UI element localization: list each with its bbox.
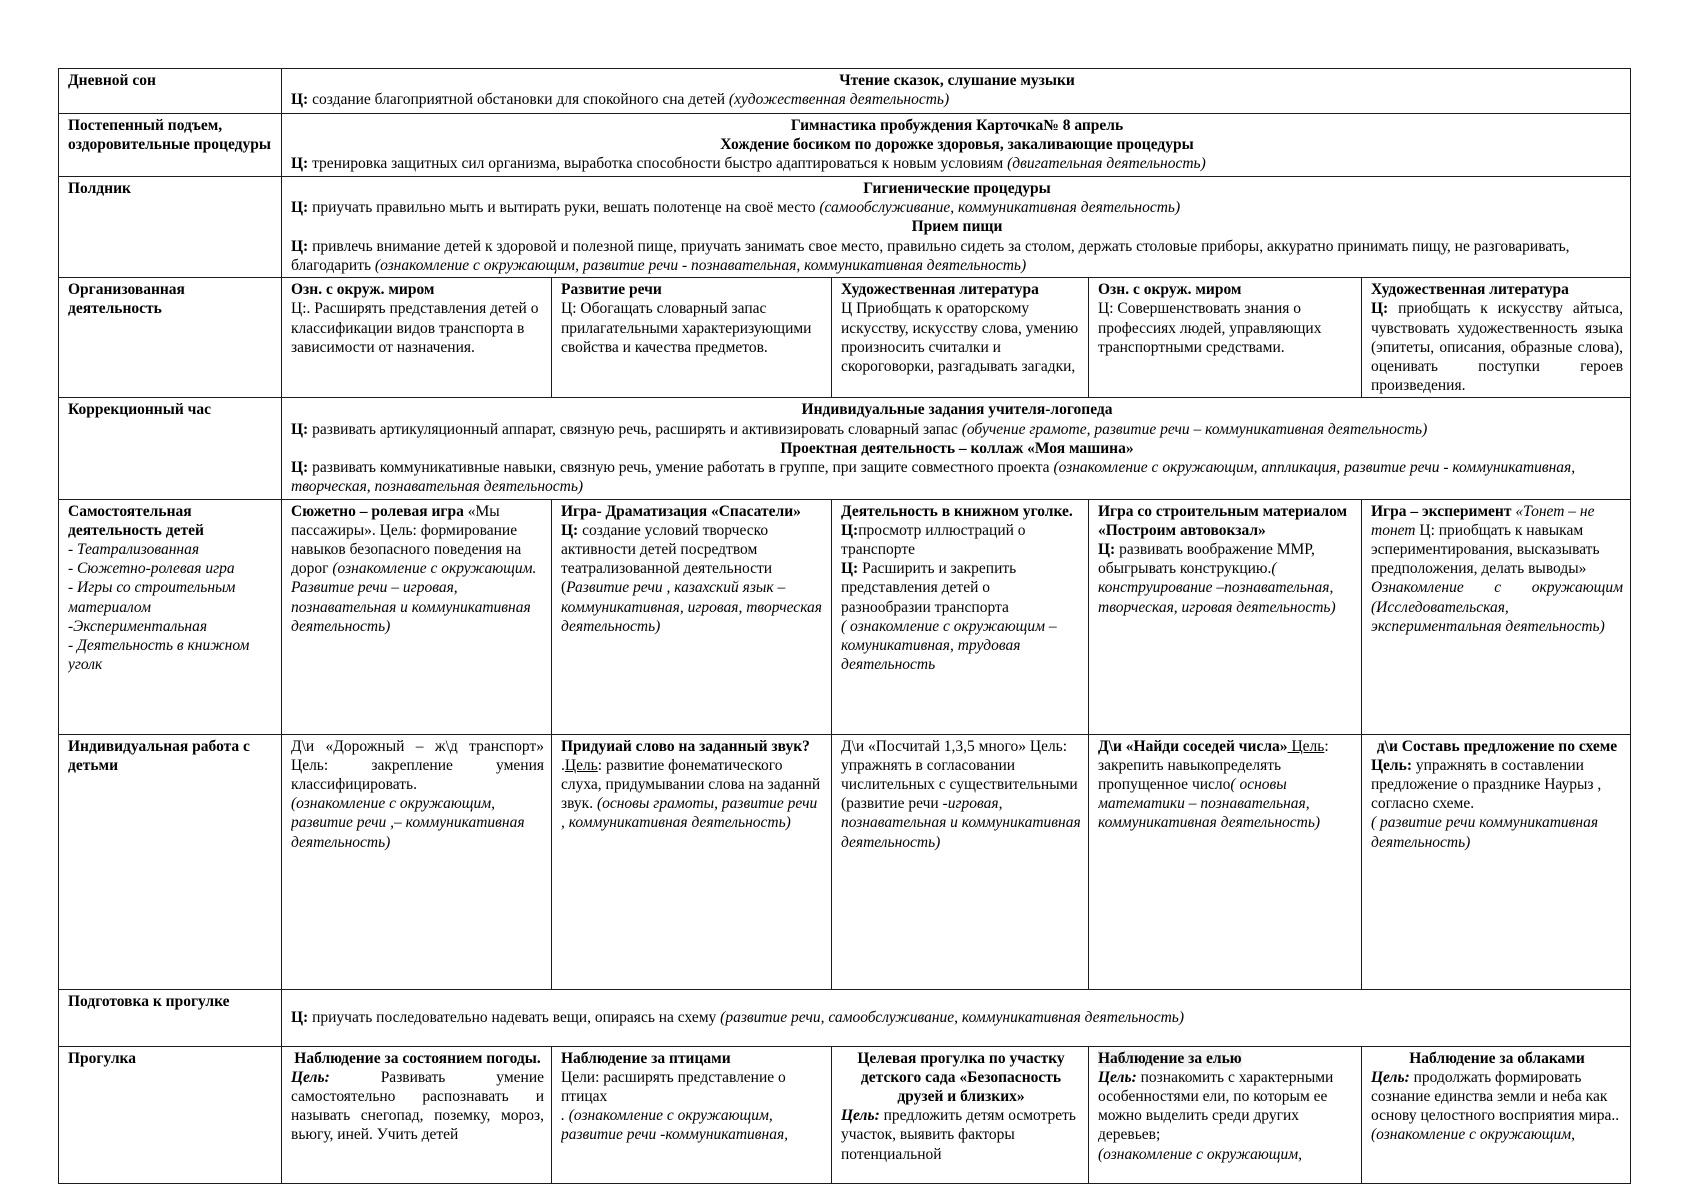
paragraph xyxy=(1098,1049,1354,1068)
text-run: тренировка защитных сил организма, выработка способности быстро адаптироваться к новым условиям xyxy=(308,155,1008,173)
table-row-independent xyxy=(59,499,1631,734)
cell-content xyxy=(841,502,1081,675)
text-run: (ознакомление с окружающим, xyxy=(1098,1145,1303,1163)
text-run: Индивидуальная работа с детьми xyxy=(68,737,250,774)
cell-individual-4 xyxy=(1089,734,1362,989)
paragraph xyxy=(291,217,1623,236)
paragraph xyxy=(291,400,1623,419)
paragraph xyxy=(1371,1049,1623,1068)
text-run: привлечь внимание детей к здоровой и полезной пище, приучать занимать свое место, правильно сидеть за столом, держать столовые приборы, аккуратно принимать пищу, не разговаривать, благодарить xyxy=(291,237,1570,274)
text-run: Развивать умение самостоятельно распознавать и называть снегопад, поземку, мороз, вьюгу, иней. Учить детей xyxy=(291,1068,544,1144)
paragraph xyxy=(561,1068,824,1106)
cell-content xyxy=(68,502,274,675)
cell-organized-1 xyxy=(282,278,552,398)
text-run: развивать артикуляционный аппарат, связную речь, расширять и активизировать словарный запас xyxy=(308,420,962,438)
text-run: создание благоприятной обстановки для спокойного сна детей xyxy=(308,91,729,109)
text-run: (основы грамоты, развитие речи , коммуникативная деятельность) xyxy=(561,795,818,832)
text-run: Гимнастика пробуждения Карточка№ 8 апрель xyxy=(790,117,1124,134)
cell-content xyxy=(68,400,274,419)
paragraph xyxy=(291,116,1623,135)
text-run: Цель xyxy=(1287,737,1325,755)
text-run: Цель: xyxy=(1371,1068,1410,1086)
cell-content xyxy=(841,1049,1081,1164)
text-run: Гигиенические процедуры xyxy=(863,180,1051,197)
table-row-walk xyxy=(59,1046,1631,1183)
text-run: Цель: xyxy=(1098,1068,1137,1086)
paragraph xyxy=(1098,1068,1354,1145)
text-run: (самообслуживание, коммуникативная деятельность) xyxy=(819,199,1181,217)
text-run: «Тонет – не тонет xyxy=(1371,502,1595,539)
cell-content xyxy=(1371,280,1623,395)
paragraph xyxy=(1371,1125,1623,1144)
text-run: продолжать формировать сознание единства земли и неба как основу целостного восприятия мира.. xyxy=(1371,1068,1620,1125)
text-run: Д\и «Посчитай 1,3,5 много» Цель: упражнять в согласовании числительных с существительными xyxy=(841,737,1078,793)
text-run: Художественная литература xyxy=(1371,281,1569,299)
paragraph xyxy=(291,458,1623,496)
paragraph xyxy=(68,116,274,154)
text-run: - Деятельность в книжном уголк xyxy=(68,637,250,674)
cell-walk-4 xyxy=(1089,1046,1362,1183)
paragraph xyxy=(1371,737,1623,756)
cell-walk-3 xyxy=(832,1046,1089,1183)
text-run: Ц: xyxy=(291,199,309,217)
row-label-nap xyxy=(59,69,282,114)
text-run: Ц: xyxy=(1098,540,1116,558)
text-run: Ц: xyxy=(291,1008,309,1026)
paragraph xyxy=(68,280,274,318)
cell-organized-3 xyxy=(832,278,1089,398)
text-run: Ц: xyxy=(291,420,309,438)
text-run: игровая, познавательная и коммуникативная деятельность) xyxy=(841,795,1081,851)
text-run: Ц: xyxy=(1371,300,1389,318)
paragraph xyxy=(68,540,274,559)
cell-organized-2 xyxy=(552,278,832,398)
text-run: Цель: xyxy=(291,1068,330,1086)
cell-content xyxy=(1098,502,1354,617)
text-run: «Мы пассажиры». Цель: формирование навыков безопасного поведения на дорог xyxy=(291,502,522,578)
text-run: . (ознакомление с окружающим, развитие речи -коммуникативная, xyxy=(561,1107,789,1144)
text-run: ( основы математики – познавательная, коммуникативная деятельность) xyxy=(1098,775,1321,832)
paragraph xyxy=(68,400,274,419)
text-run: Игра- Драматизация «Спасатели» xyxy=(561,502,801,520)
text-run: Постепенный подъем, оздоровительные процедуры xyxy=(68,117,271,154)
paragraph xyxy=(68,617,274,636)
paragraph xyxy=(291,179,1623,198)
text-run: Дневной сон xyxy=(68,72,156,89)
cell-content xyxy=(68,992,274,1011)
text-run: Развитие речи xyxy=(561,281,662,299)
paragraph xyxy=(561,521,824,636)
table-row-individual xyxy=(59,734,1631,989)
row-label-independent xyxy=(59,499,282,734)
row-label-individual xyxy=(59,734,282,989)
text-run: Игра со строительным материалом «Построим автовокзал» xyxy=(1098,502,1348,539)
cell-content xyxy=(68,71,274,90)
paragraph xyxy=(68,636,274,674)
paragraph xyxy=(841,280,1081,299)
cell-content xyxy=(291,71,1623,109)
text-run: Прием пищи xyxy=(911,218,1003,236)
text-run: д\и Составь предложение по схеме xyxy=(1376,737,1618,755)
paragraph xyxy=(1371,756,1623,814)
paragraph xyxy=(561,299,824,357)
paragraph xyxy=(841,1106,1081,1164)
table-row-snack xyxy=(59,177,1631,278)
cell-independent-4 xyxy=(1089,499,1362,734)
paragraph xyxy=(291,154,1623,173)
paragraph xyxy=(291,502,544,637)
paragraph xyxy=(561,737,824,833)
text-run: Цели: расширять представление о птицах xyxy=(561,1068,786,1105)
paragraph xyxy=(1371,813,1623,851)
cell-content xyxy=(68,1049,274,1068)
cell-independent-5 xyxy=(1362,499,1631,734)
cell-nap-1 xyxy=(282,69,1631,114)
cell-organized-4 xyxy=(1089,278,1362,398)
cell-content xyxy=(561,1049,824,1145)
text-run: (ознакомление с окружающим, развитие речи - познавательная, коммуникативная деятельность) xyxy=(374,256,1027,274)
paragraph xyxy=(291,299,544,357)
cell-independent-3 xyxy=(832,499,1089,734)
cell-walk-5 xyxy=(1362,1046,1631,1183)
text-run: приучать правильно мыть и вытирать руки, вешать полотенце на своё место xyxy=(308,199,820,217)
text-run: - Театрализованная xyxy=(68,540,200,558)
text-run: Ц: приобщать к навыкам эспериментирования, высказывать предположения, делать выводы» xyxy=(1371,521,1600,578)
text-run: (развитие речи, самообслуживание, коммуникативная деятельность) xyxy=(720,1008,1184,1026)
text-run: (ознакомление с окружающим, аппликация, развитие речи - коммуникативная, творческая, познавательная деятельность) xyxy=(291,459,1576,496)
text-run: Чтение сказок, слушание музыки xyxy=(839,72,1075,89)
text-run: Самостоятельная деятельность детей xyxy=(68,502,204,539)
text-run: познакомить с характерными особенностями ели, по которым ее можно выделить среди других деревьев; xyxy=(1098,1068,1334,1144)
text-run: Ц Приобщать к ораторскому искусству, искусству слова, умению произносить считалки и скороговорки, разгадывать загадки, xyxy=(841,300,1079,375)
text-run: (ознакомление с окружающим, развитие речи ,– коммуникативная деятельность) xyxy=(291,795,525,851)
text-run: Расширить и закрепить представления детей о разнообразии транспорта xyxy=(841,560,1017,616)
cell-content xyxy=(68,179,274,198)
text-run: Цель xyxy=(564,756,598,774)
text-run: Цель: xyxy=(1371,756,1412,774)
paragraph xyxy=(841,794,1081,852)
text-run: Индивидуальные задания учителя-логопеда xyxy=(801,401,1113,419)
text-run: Ц: xyxy=(291,91,309,109)
paragraph xyxy=(1098,540,1354,617)
cell-content xyxy=(1371,737,1623,852)
paragraph xyxy=(68,502,274,540)
text-run: Развитие речи , казахский язык – коммуникативная, игровая, творческая деятельность) xyxy=(561,579,823,635)
text-run: Цель: xyxy=(841,1107,880,1125)
table-row-prep xyxy=(59,989,1631,1046)
paragraph xyxy=(291,1049,544,1068)
text-run: (ознакомление с окружающим. Развитие речи – игровая, познавательная и коммуникативная деятельность) xyxy=(291,560,537,635)
paragraph xyxy=(291,439,1623,458)
row-label-organized xyxy=(59,278,282,398)
text-run: развивать коммуникативные навыки, связную речь, умение работать в группе, при защите совместного проекта xyxy=(308,459,1054,477)
row-label-walk xyxy=(59,1046,282,1183)
cell-content xyxy=(1371,1049,1623,1145)
paragraph xyxy=(291,1008,1623,1027)
text-run: ( развитие речи коммуникативная деятельность) xyxy=(1371,814,1599,851)
row-label-snack xyxy=(59,177,282,278)
cell-independent-1 xyxy=(282,499,552,734)
cell-content xyxy=(291,737,544,852)
text-run: предложить детям осмотреть участок, выявить факторы потенциальной xyxy=(841,1107,1077,1163)
text-run: Ознакомление с окружающим (Исследовательская, экспериментальная деятельность) xyxy=(1371,579,1624,635)
paragraph xyxy=(1371,280,1623,299)
plan-table-body xyxy=(59,69,1631,1184)
text-run: создание условий творческо активности детей посредтвом театрализованной деятельности ( xyxy=(561,521,773,597)
paragraph xyxy=(561,1106,824,1144)
text-run: Проектная деятельность – коллаж «Моя машина» xyxy=(780,439,1134,457)
paragraph xyxy=(841,617,1081,675)
paragraph xyxy=(291,1068,544,1145)
paragraph xyxy=(291,198,1623,217)
text-run: ( ознакомление с окружающим – комуникативная, трудовая деятельность xyxy=(841,617,1057,674)
text-run: : развитие фонематического слуха, придумывании слова на заданнй звук. xyxy=(561,756,821,813)
cell-individual-1 xyxy=(282,734,552,989)
text-run: Д\и «Дорожный – ж\д транспорт» Цель: закрепление умения классифицировать. xyxy=(291,737,544,793)
row-label-wakeup xyxy=(59,114,282,177)
text-run: (двигательная деятельность) xyxy=(1007,155,1206,173)
cell-content xyxy=(68,280,274,318)
cell-content xyxy=(291,116,1623,174)
text-run: - Сюжетно-ролевая игра xyxy=(68,560,235,578)
paragraph xyxy=(1371,502,1623,579)
paragraph xyxy=(841,502,1081,521)
cell-content xyxy=(1098,280,1354,357)
row-label-prep xyxy=(59,989,282,1046)
text-run: Придуиай слово на заданный звук? xyxy=(561,737,810,755)
text-run: Ц: xyxy=(291,459,309,477)
text-run: . xyxy=(561,756,565,774)
paragraph xyxy=(1371,578,1623,636)
paragraph xyxy=(841,299,1081,376)
daily-plan-table xyxy=(58,68,1631,1184)
text-run: (ознакомление с окружающим, xyxy=(1371,1126,1576,1144)
table-row-wakeup xyxy=(59,114,1631,177)
paragraph xyxy=(1098,1145,1354,1164)
cell-content xyxy=(68,737,274,775)
text-run: Организованная деятельность xyxy=(68,281,185,318)
text-run: упражнять в составлении предложение о празднике Наурыз , согласно схеме. xyxy=(1371,756,1602,813)
paragraph xyxy=(1371,299,1623,395)
text-run: : закрепить навыкопределять пропущенное число xyxy=(1098,737,1329,793)
text-run: Ц: Совершенствовать знания о профессиях людей, управляющих транспортными средствами. xyxy=(1098,300,1322,356)
cell-individual-5 xyxy=(1362,734,1631,989)
paragraph xyxy=(1098,299,1354,357)
paragraph xyxy=(291,280,544,299)
paragraph xyxy=(841,1049,1081,1107)
text-run: Коррекционный час xyxy=(68,401,212,419)
paragraph xyxy=(1098,737,1354,833)
paragraph xyxy=(561,502,824,521)
cell-walk-1 xyxy=(282,1046,552,1183)
cell-content xyxy=(291,400,1623,496)
text-run: Наблюдение за состоянием погоды. xyxy=(294,1049,541,1067)
cell-content xyxy=(291,179,1623,275)
cell-content xyxy=(291,1008,1623,1027)
cell-content xyxy=(1098,1049,1354,1164)
text-run: (развитие речи - xyxy=(841,795,948,813)
paragraph xyxy=(291,237,1623,275)
cell-content xyxy=(561,737,824,833)
text-run: Ц: xyxy=(291,237,309,255)
text-run: Прогулка xyxy=(68,1049,136,1067)
text-run: Ц: xyxy=(561,521,579,539)
text-run: Ц: xyxy=(841,560,859,578)
cell-organized-5 xyxy=(1362,278,1631,398)
paragraph xyxy=(68,578,274,616)
paragraph xyxy=(841,559,1081,617)
text-run: Ц: xyxy=(291,155,309,173)
text-run: приучать последовательно надевать вещи, опираясь на схему xyxy=(308,1008,721,1026)
cell-content xyxy=(841,280,1081,376)
paragraph xyxy=(291,794,544,852)
cell-correction-1 xyxy=(282,398,1631,499)
table-row-organized xyxy=(59,278,1631,398)
text-run: (художественная деятельность) xyxy=(728,91,950,109)
cell-content xyxy=(561,502,824,637)
paragraph xyxy=(68,71,274,90)
paragraph xyxy=(68,179,274,198)
row-label-correction xyxy=(59,398,282,499)
paragraph xyxy=(291,135,1623,154)
text-run: развивать воображение ММР, обыгрывать конструкцию. xyxy=(1098,540,1315,578)
text-run: просмотр иллюстраций о транспорте xyxy=(841,521,1026,558)
paragraph xyxy=(291,737,544,795)
cell-prep-1 xyxy=(282,989,1631,1046)
paragraph xyxy=(68,1049,274,1068)
text-run: Озн. с окруж. миром xyxy=(291,281,435,299)
text-run: Ц: xyxy=(841,521,859,539)
paragraph xyxy=(68,992,274,1011)
cell-individual-3 xyxy=(832,734,1089,989)
text-run: Целевая прогулка по участку детского сада «Безопасность друзей и близких» xyxy=(857,1049,1065,1105)
text-run: Ц: Обогащать словарный запас прилагательными характеризующими свойства и качества предметов. xyxy=(561,300,812,356)
cell-content xyxy=(291,502,544,637)
cell-content xyxy=(291,1049,544,1145)
cell-wakeup-1 xyxy=(282,114,1631,177)
text-run: -Экспериментальная xyxy=(68,617,208,635)
paragraph xyxy=(68,559,274,578)
text-run: - Игры со строительным материалом xyxy=(68,579,236,616)
text-run: ( конструирование –познавательная, творческая, игровая деятельность) xyxy=(1098,560,1336,616)
paragraph xyxy=(68,737,274,775)
paragraph xyxy=(291,90,1623,109)
paragraph xyxy=(561,280,824,299)
text-run: Наблюдение за птицами xyxy=(561,1049,731,1067)
text-run: Хождение босиком по дорожке здоровья, закаливающие процедуры xyxy=(720,136,1194,154)
text-run: Д\и «Найди соседей числа» xyxy=(1098,737,1288,755)
text-run: Деятельность в книжном уголке. xyxy=(841,502,1073,520)
cell-walk-2 xyxy=(552,1046,832,1183)
text-run: Наблюдение за елью xyxy=(1098,1049,1242,1067)
text-run: Сюжетно – ролевая игра xyxy=(291,502,464,520)
cell-content xyxy=(68,116,274,154)
paragraph xyxy=(1098,280,1354,299)
cell-individual-2 xyxy=(552,734,832,989)
paragraph xyxy=(841,521,1081,559)
text-run: (обучение грамоте, развитие речи – коммуникативная деятельность) xyxy=(961,420,1428,438)
text-run: Наблюдение за облаками xyxy=(1409,1049,1585,1067)
table-row-nap xyxy=(59,69,1631,114)
text-run: приобщать к искусству айтыса, чувствовать художественность языка (эпитеты, описания, образные слова), оценивать поступки героев произведения. xyxy=(1371,300,1624,395)
text-run: Ц:. Расширять представления детей о классификации видов транспорта в зависимости от назначения. xyxy=(291,300,539,356)
cell-content xyxy=(291,280,544,357)
paragraph xyxy=(291,420,1623,439)
text-run: Игра – эксперимент xyxy=(1371,502,1516,520)
table-row-correction xyxy=(59,398,1631,499)
paragraph xyxy=(561,1049,824,1068)
paragraph xyxy=(291,71,1623,90)
text-run: Озн. с окруж. миром xyxy=(1098,281,1242,299)
cell-content xyxy=(561,280,824,357)
text-run: Полдник xyxy=(68,180,131,197)
text-run: Художественная литература xyxy=(841,281,1039,299)
paragraph xyxy=(1371,1068,1623,1126)
paragraph xyxy=(1098,502,1354,540)
text-run: Подготовка к прогулке xyxy=(68,992,230,1010)
cell-snack-1 xyxy=(282,177,1631,278)
paragraph xyxy=(841,737,1081,795)
cell-independent-2 xyxy=(552,499,832,734)
cell-content xyxy=(1098,737,1354,833)
cell-content xyxy=(1371,502,1623,637)
cell-content xyxy=(841,737,1081,852)
